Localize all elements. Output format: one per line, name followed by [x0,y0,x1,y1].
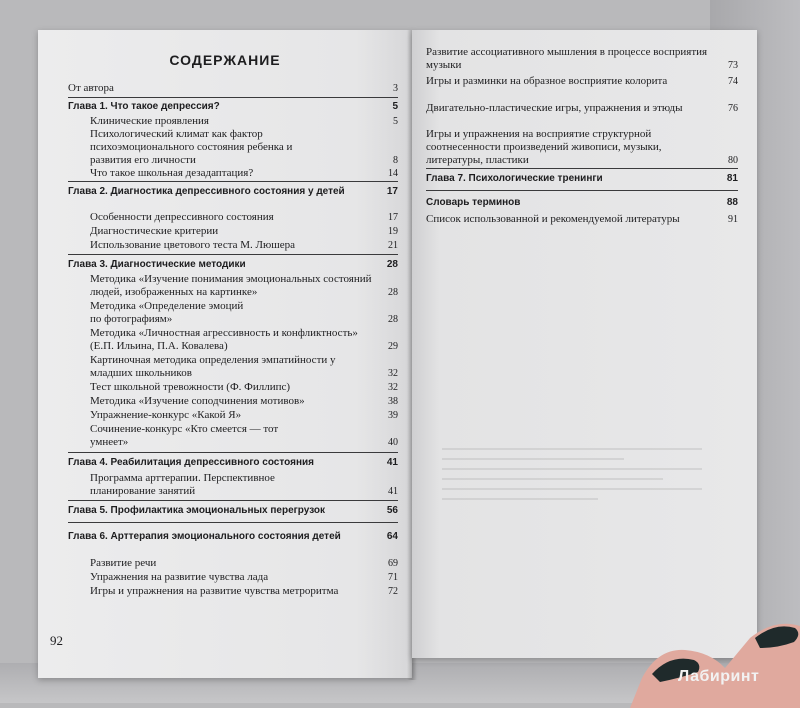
toc-entry: Игры и упражнения на восприятие структурной соотнесенности произведений живописи, музыки, литературы, пластики 80 [426,128,738,166]
chapter-entry: Глава 5. Профилактика эмоциональных перегрузок 56 [68,505,398,516]
toc-entry: Клинические проявления 5 [90,115,398,127]
toc-entry: Развитие ассоциативного мышления в процессе восприятия музыки 73 [426,46,738,71]
chapter-entry: Словарь терминов 88 [426,197,738,208]
toc-entry: Картиночная методика определения эмпатийности у младших школьников 32 [90,354,398,379]
divider [68,500,398,501]
page-number: 92 [50,633,63,648]
toc-entry: Список использованной и рекомендуемой литературы 91 [426,213,738,225]
chapter-entry: Глава 1. Что такое депрессия? 5 [68,101,398,112]
divider [426,168,738,169]
toc-entry: Развитие речи 69 [90,557,398,569]
toc-entry: От автора 3 [68,82,398,94]
toc-entry: Диагностические критерии 19 [90,225,398,237]
hand-fingers [630,608,800,708]
chapter-entry: Глава 6. Арттерапия эмоционального состояния детей 64 [68,531,398,542]
toc-entry: Сочинение-конкурс «Кто смеется — тот умнеет» 40 [90,423,398,448]
chapter-entry: Глава 2. Диагностика депрессивного состояния у детей 17 [68,186,398,197]
toc-entry: Что такое школьная дезадаптация? 14 [90,167,398,179]
toc-entry: Психологический климат как фактор психоэмоционального состояния ребенка и развития его личности 8 [90,128,398,166]
toc-entry: Методика «Изучение понимания эмоциональных состояний людей, изображенных на картинке» 28 [90,273,398,298]
chapter-entry: Глава 3. Диагностические методики 28 [68,259,398,270]
show-through-text [442,440,702,530]
toc-title: СОДЕРЖАНИЕ [169,52,281,68]
divider [68,254,398,255]
toc-entry: Упражнение-конкурс «Какой Я» 39 [90,409,398,421]
chapter-entry: Глава 4. Реабилитация депрессивного состояния 41 [68,457,398,468]
divider [68,97,398,98]
divider [68,522,398,523]
toc-entry: Методика «Личностная агрессивность и конфликтность» (Е.П. Ильина, П.А. Ковалева) 29 [90,327,398,352]
toc-entry: Игры и разминки на образное восприятие колорита 74 [426,75,738,87]
left-page [38,30,412,678]
right-page [412,30,757,658]
toc-entry: Тест школьной тревожности (Ф. Филлипс) 32 [90,381,398,393]
toc-entry: Использование цветового теста М. Люшера 21 [90,239,398,251]
labirint-logo: Лабиринт [678,668,760,685]
toc-entry: Двигательно-пластические игры, упражнения и этюды 76 [426,102,738,114]
chapter-entry: Глава 7. Психологические тренинги 81 [426,173,738,184]
divider [426,190,738,191]
toc-entry: Упражнения на развитие чувства лада 71 [90,571,398,583]
toc-entry: Методика «Определение эмоций по фотографиям» 28 [90,300,398,325]
divider [68,452,398,453]
toc-entry: Особенности депрессивного состояния 17 [90,211,398,223]
toc-entry: Игры и упражнения на развитие чувства метроритма 72 [90,585,398,597]
toc-entry: Программа арттерапии. Перспективное планирование занятий 41 [90,472,398,497]
toc-entry: Методика «Изучение соподчинения мотивов» 38 [90,395,398,407]
divider [68,181,398,182]
